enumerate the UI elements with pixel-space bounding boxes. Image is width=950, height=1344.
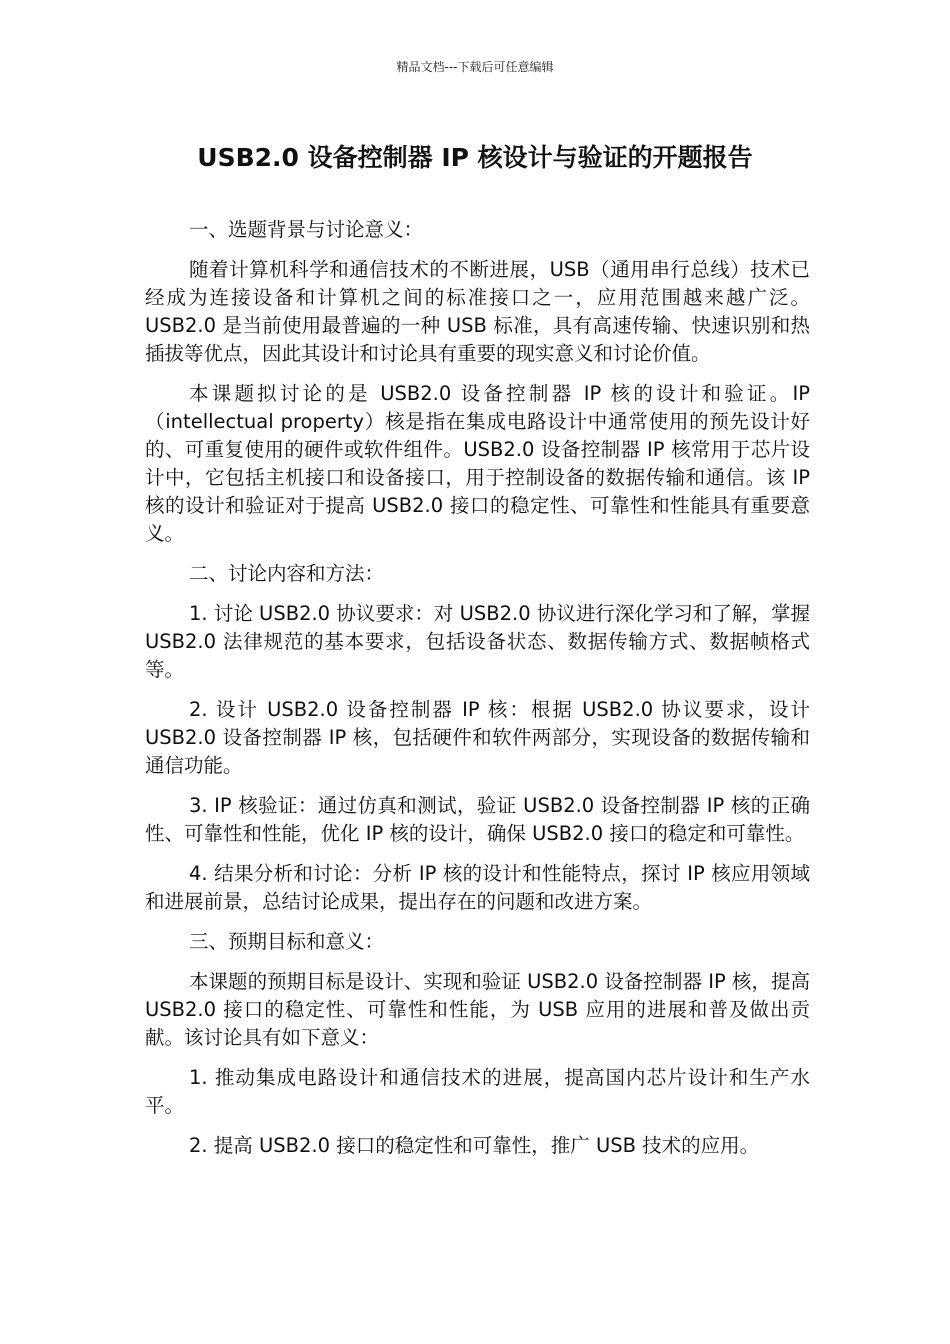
section-heading-goals: 三、预期目标和意义：: [189, 930, 385, 953]
paragraph-goals: 本课题的预期目标是设计、实现和验证 USB2.0 设备控制器 IP 核，提高 USB2.0 接口的稳定性、可靠性和性能，为 USB 应用的进展和普及做出贡献。该讨论具有如下意义：: [145, 970, 810, 1049]
document-title: USB2.0 设备控制器 IP 核设计与验证的开题报告: [197, 143, 753, 172]
section-heading-background: 一、选题背景与讨论意义：: [189, 218, 424, 241]
significance-item-2: 2. 提高 USB2.0 接口的稳定性和可靠性，推广 USB 技术的应用。: [189, 1134, 760, 1157]
paragraph-background: 随着计算机科学和通信技术的不断进展，USB（通用串行总线）技术已经成为连接设备和计算机之间的标准接口之一，应用范围越来越广泛。USB2.0 是当前使用最普遍的一种 USB 标准，具有高速传输、快速识别和热插拔等优点，因此其设计和讨论具有重要的现实意义和讨论价值。: [145, 258, 810, 365]
section-heading-content: 二、讨论内容和方法：: [189, 562, 385, 585]
list-item-2: 2. 设计 USB2.0 设备控制器 IP 核：根据 USB2.0 协议要求，设计 USB2.0 设备控制器 IP 核，包括硬件和软件两部分，实现设备的数据传输和通信功能。: [145, 698, 810, 777]
significance-item-1: 1. 推动集成电路设计和通信技术的进展，提高国内芯片设计和生产水平。: [145, 1066, 810, 1117]
header-note: 精品文档---下载后可任意编辑: [396, 60, 554, 74]
document-body: [145, 216, 810, 1172]
list-item-3: 3. IP 核验证：通过仿真和测试，验证 USB2.0 设备控制器 IP 核的正确性、可靠性和性能，优化 IP 核的设计，确保 USB2.0 接口的稳定和可靠性。: [145, 794, 810, 845]
paragraph-topic: 本课题拟讨论的是 USB2.0 设备控制器 IP 核的设计和验证。IP（intellectual property）核是指在集成电路设计中通常使用的预先设计好的、可重复使用的硬件或软件组件。USB2.0 设备控制器 IP 核常用于芯片设计中，它包括主机接口和设备接口，用于控制设备的数据传输和通信。该 IP 核的设计和验证对于提高 USB2.0 接口的稳定性、可靠性和性能具有重要意义。: [145, 382, 810, 545]
list-item-4: 4. 结果分析和讨论：分析 IP 核的设计和性能特点，探讨 IP 核应用领域和进展前景，总结讨论成果，提出存在的问题和改进方案。: [145, 862, 810, 913]
list-item-1: 1. 讨论 USB2.0 协议要求：对 USB2.0 协议进行深化学习和了解，掌握 USB2.0 法律规范的基本要求，包括设备状态、数据传输方式、数据帧格式等。: [145, 602, 810, 681]
